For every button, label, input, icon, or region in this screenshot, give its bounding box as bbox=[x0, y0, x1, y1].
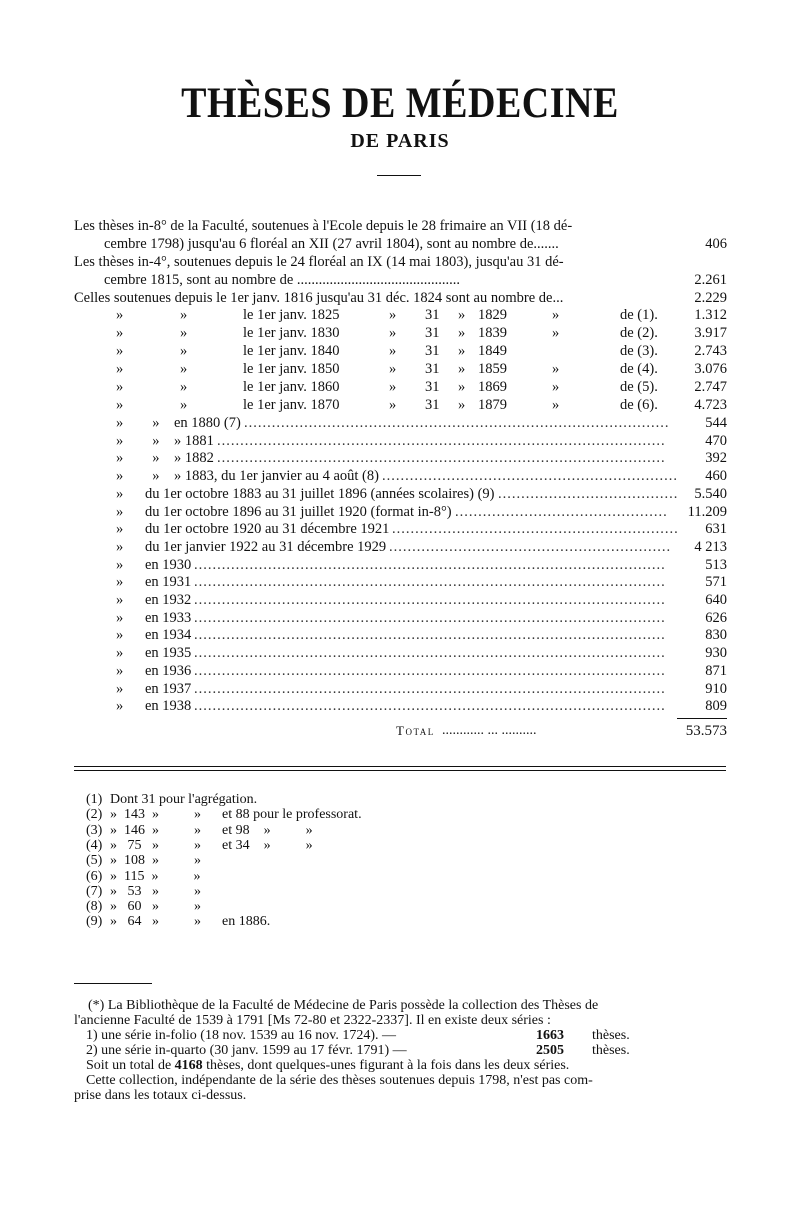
range-row: » » le 1er janv. 1860 » 31 » 1869 » de (5). 2.747 bbox=[116, 379, 727, 395]
dot-leader: ...................................................................................................... bbox=[194, 698, 666, 715]
dot-leader: ...................................................................................................... bbox=[194, 592, 666, 608]
dot-leader: ...................................................................................................... bbox=[194, 574, 666, 591]
range-row: » » le 1er janv. 1825 » 31 » 1829 » de (1). 1.312 bbox=[116, 307, 727, 323]
footnote-number: (3) bbox=[86, 822, 103, 838]
footnote-text: » 146 » » et 98 » » bbox=[110, 822, 313, 838]
year-line-value: 544 bbox=[705, 415, 727, 431]
dot-leader: ................................................................ bbox=[382, 468, 678, 485]
range-row: » » le 1er janv. 1830 » 31 » 1839 » de (2). 3.917 bbox=[116, 325, 727, 341]
total-value: 53.573 bbox=[685, 723, 727, 739]
year-line bbox=[0, 539, 800, 556]
year-line-label: » » en 1880 (7) bbox=[116, 415, 241, 431]
dot-leader: ....................................... bbox=[498, 485, 679, 502]
footnote-number: (7) bbox=[86, 883, 103, 899]
dot-leader: ............................................................. bbox=[389, 538, 672, 555]
year-line-value: 571 bbox=[705, 574, 727, 591]
dot-leader: ................................................................................................. bbox=[217, 450, 666, 467]
year-line-value: 392 bbox=[705, 450, 727, 467]
footnote-text: » 108 » » bbox=[110, 853, 201, 869]
total-label: Total bbox=[396, 723, 435, 738]
year-line-value: 809 bbox=[705, 698, 727, 715]
year-line-value: 460 bbox=[705, 468, 727, 485]
dot-leader: ...................................................................................................... bbox=[194, 645, 666, 662]
dot-leader: ................................................................................................. bbox=[217, 432, 666, 449]
note-line-5: Soit un total de 4168 thèses, dont quelques-unes figurant à la fois dans les deux séries. bbox=[86, 1058, 570, 1073]
year-line-value: 871 bbox=[705, 662, 727, 679]
year-line bbox=[0, 627, 800, 644]
year-line-value: 830 bbox=[705, 627, 727, 644]
footnote-number: (9) bbox=[86, 914, 103, 930]
year-line bbox=[0, 592, 800, 609]
dot-leader: ...................................................................................................... bbox=[194, 627, 666, 644]
year-line-label: » du 1er octobre 1920 au 31 décembre 1921 bbox=[116, 521, 390, 538]
dot-leader: ............................................................................................ bbox=[244, 415, 670, 431]
year-line-label: » en 1934 bbox=[116, 627, 192, 644]
year-line-label: » » » 1883, du 1er janvier au 4 août (8) bbox=[116, 468, 379, 485]
intro-p2-value: 2.261 bbox=[694, 272, 727, 288]
note-line-7: prise dans les totaux ci-dessus. bbox=[74, 1088, 247, 1103]
dot-leader: ...................................................................................................... bbox=[194, 680, 666, 697]
dot-leader: ...................................................................................................... bbox=[194, 556, 666, 573]
year-line-label: » du 1er octobre 1896 au 31 juillet 1920 (format in-8°) bbox=[116, 503, 452, 520]
note-rule bbox=[74, 983, 152, 984]
footnote-number: (6) bbox=[86, 868, 103, 884]
year-line bbox=[0, 698, 800, 715]
year-line bbox=[0, 663, 800, 680]
year-line-label: » en 1938 bbox=[116, 698, 192, 715]
year-line bbox=[0, 610, 800, 627]
year-line-label: » en 1936 bbox=[116, 662, 192, 679]
year-line-value: 640 bbox=[705, 592, 727, 608]
note-line-1: (*) La Bibliothèque de la Faculté de Médecine de Paris possède la collection des Thèses de bbox=[88, 998, 599, 1013]
footnote-number: (4) bbox=[86, 837, 103, 853]
total-rule bbox=[677, 718, 727, 719]
year-line-label: » en 1935 bbox=[116, 645, 192, 662]
year-line bbox=[0, 468, 800, 485]
year-line bbox=[0, 433, 800, 450]
year-line-label: » en 1932 bbox=[116, 592, 192, 608]
intro-p2-line2: cembre 1815, sont au nombre de ............................................. bbox=[104, 272, 461, 288]
footnote-text: » 75 » » et 34 » » bbox=[110, 837, 313, 853]
year-line-label: » en 1937 bbox=[116, 680, 192, 697]
year-line-value: 513 bbox=[705, 556, 727, 573]
footnote-number: (8) bbox=[86, 899, 103, 915]
intro-p2-line1: Les thèses in-4°, soutenues depuis le 24 floréal an IX (14 mai 1803), jusqu'au 31 dé- bbox=[74, 254, 564, 270]
year-line-value: 631 bbox=[705, 521, 727, 538]
footnote-number: (1) bbox=[86, 792, 103, 807]
year-line bbox=[0, 486, 800, 503]
section-rule-bottom bbox=[74, 770, 726, 771]
year-line-value: 5.540 bbox=[694, 485, 727, 502]
note-line-3: 1) une série in-folio (18 nov. 1539 au 16 nov. 1724). — 1663 thèses. bbox=[86, 1028, 630, 1043]
year-line bbox=[0, 681, 800, 698]
footnote-text: » 143 » » et 88 pour le professorat. bbox=[110, 807, 362, 823]
intro-p1-value: 406 bbox=[705, 236, 727, 252]
dot-leader: ...................................................................................................... bbox=[194, 662, 666, 679]
year-line-label: » » » 1881 bbox=[116, 432, 214, 449]
year-line-value: 910 bbox=[705, 680, 727, 697]
year-line-label: » en 1930 bbox=[116, 556, 192, 573]
footnote-text: » 53 » » bbox=[110, 883, 201, 899]
section-rule-top bbox=[74, 766, 726, 767]
year-line bbox=[0, 521, 800, 538]
note-line-4: 2) une série in-quarto (30 janv. 1599 au 17 févr. 1791) — 2505 thèses. bbox=[86, 1043, 630, 1058]
footnote-number: (5) bbox=[86, 853, 103, 869]
range-row: » » le 1er janv. 1870 » 31 » 1879 » de (6). 4.723 bbox=[116, 397, 727, 413]
page-title: THÈSES DE MÉDECINE bbox=[181, 79, 619, 128]
range-row: » » le 1er janv. 1840 » 31 » 1849 de (3). 2.743 bbox=[116, 343, 727, 359]
year-line-value: 4 213 bbox=[694, 538, 727, 555]
year-line-label: » en 1933 bbox=[116, 609, 192, 626]
dot-leader: .............................................. bbox=[455, 503, 668, 520]
year-line-label: » en 1931 bbox=[116, 574, 192, 591]
note-line-2: l'ancienne Faculté de 1539 à 1791 [Ms 72-80 et 2322-2337]. Il en existe deux séries : bbox=[74, 1013, 551, 1028]
year-line bbox=[0, 504, 800, 521]
footnote-text: » 115 » » bbox=[110, 868, 201, 884]
total-dots: ............ ... .......... bbox=[442, 723, 537, 738]
intro-p1-line2: cembre 1798) jusqu'au 6 floréal an XII (27 avril 1804), sont au nombre de....... bbox=[104, 236, 559, 252]
footnote-text: » 60 » » bbox=[110, 899, 201, 915]
footnote-text: » 64 » » en 1886. bbox=[110, 914, 271, 930]
year-line-value: 626 bbox=[705, 609, 727, 626]
page-subtitle: DE PARIS bbox=[350, 130, 450, 152]
dot-leader: ...................................................................................................... bbox=[194, 609, 666, 626]
title-divider bbox=[377, 175, 421, 176]
range-row: » » le 1er janv. 1850 » 31 » 1859 » de (4). 3.076 bbox=[116, 361, 727, 377]
intro-p3-value: 2.229 bbox=[694, 290, 727, 306]
intro-p3-line: Celles soutenues depuis le 1er janv. 1816 jusqu'au 31 déc. 1824 sont au nombre de... bbox=[74, 290, 564, 306]
year-line bbox=[0, 415, 800, 432]
year-line-value: 930 bbox=[705, 645, 727, 662]
year-line bbox=[0, 557, 800, 574]
note-line-6: Cette collection, indépendante de la série des thèses soutenues depuis 1798, n'est pas com- bbox=[86, 1073, 593, 1088]
year-line bbox=[0, 574, 800, 591]
year-line-value: 470 bbox=[705, 432, 727, 449]
year-line-label: » » » 1882 bbox=[116, 450, 214, 467]
intro-p1-line1: Les thèses in-8° de la Faculté, soutenues à l'Ecole depuis le 28 frimaire an VII (18 dé- bbox=[74, 218, 573, 234]
year-line bbox=[0, 645, 800, 662]
year-line-label: » du 1er octobre 1883 au 31 juillet 1896 (années scolaires) (9) bbox=[116, 485, 495, 502]
footnote-text: Dont 31 pour l'agrégation. bbox=[110, 792, 258, 807]
year-line bbox=[0, 450, 800, 467]
year-line-label: » du 1er janvier 1922 au 31 décembre 1929 bbox=[116, 538, 387, 555]
year-line-value: 11.209 bbox=[687, 503, 727, 520]
dot-leader: .............................................................. bbox=[392, 521, 679, 538]
footnote-number: (2) bbox=[86, 807, 103, 823]
